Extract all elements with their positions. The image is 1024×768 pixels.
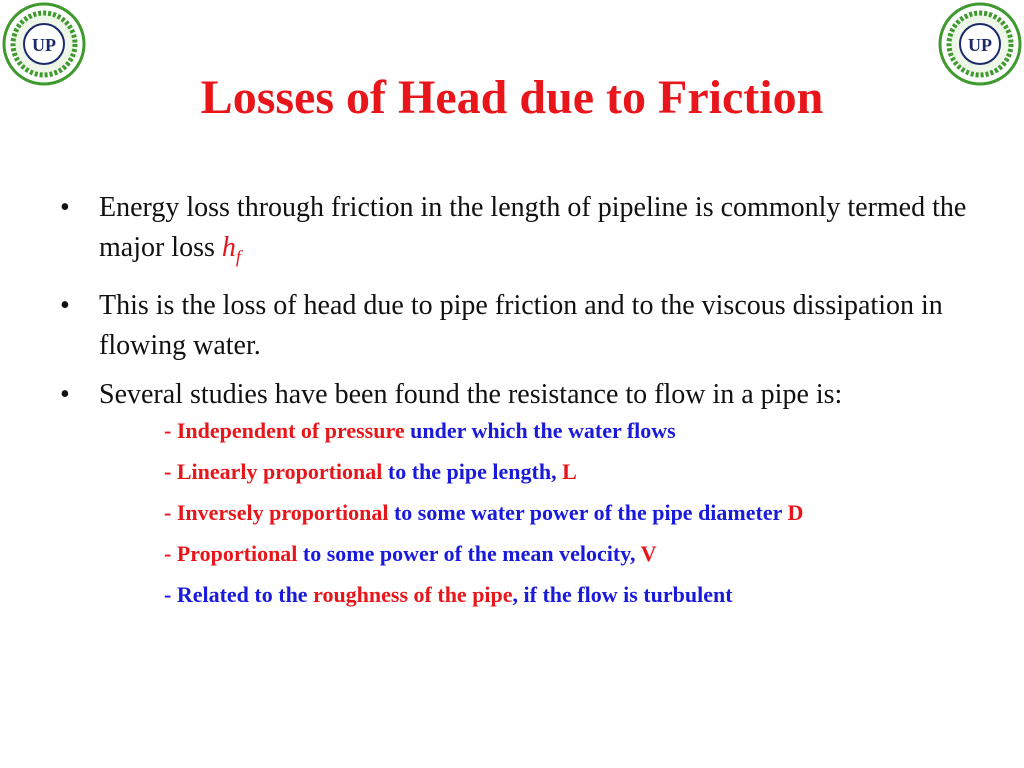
bullet-list [60,188,1000,424]
bullet-text: Energy loss through friction in the length of pipeline is commonly termed the major loss [99,192,967,263]
resistance-factor-item: - Linearly proportional to the pipe length, L [164,459,577,484]
resistance-factor-list [164,416,1014,621]
slide-title: Losses of Head due to Friction [200,71,824,124]
bullet-dot-icon: • [60,192,70,223]
resistance-factor-item: - Independent of pressure under which the water flows [164,418,676,443]
bullet-item [60,286,1000,366]
bullet-item [60,375,1000,415]
major-loss-symbol: $h_f$ [221,232,241,267]
resistance-factor-item: - Proportional to some power of the mean velocity, V [164,541,657,566]
logo-text: UP [968,35,992,55]
bullet-dot-icon: • [60,289,70,321]
logo-text: UP [32,35,56,55]
bullet-item [60,188,1000,277]
bullet-text: Several studies have been found the resistance to flow in a pipe is: [99,378,843,410]
resistance-factor-item: - Inversely proportional to some water power of the pipe diameter D [164,500,804,525]
resistance-factor-item: - Related to the roughness of the pipe, if the flow is turbulent [164,582,733,607]
bullet-dot-icon: • [60,378,70,410]
bullet-text: This is the loss of head due to pipe friction and to the viscous dissipation in flowing water. [99,289,943,361]
